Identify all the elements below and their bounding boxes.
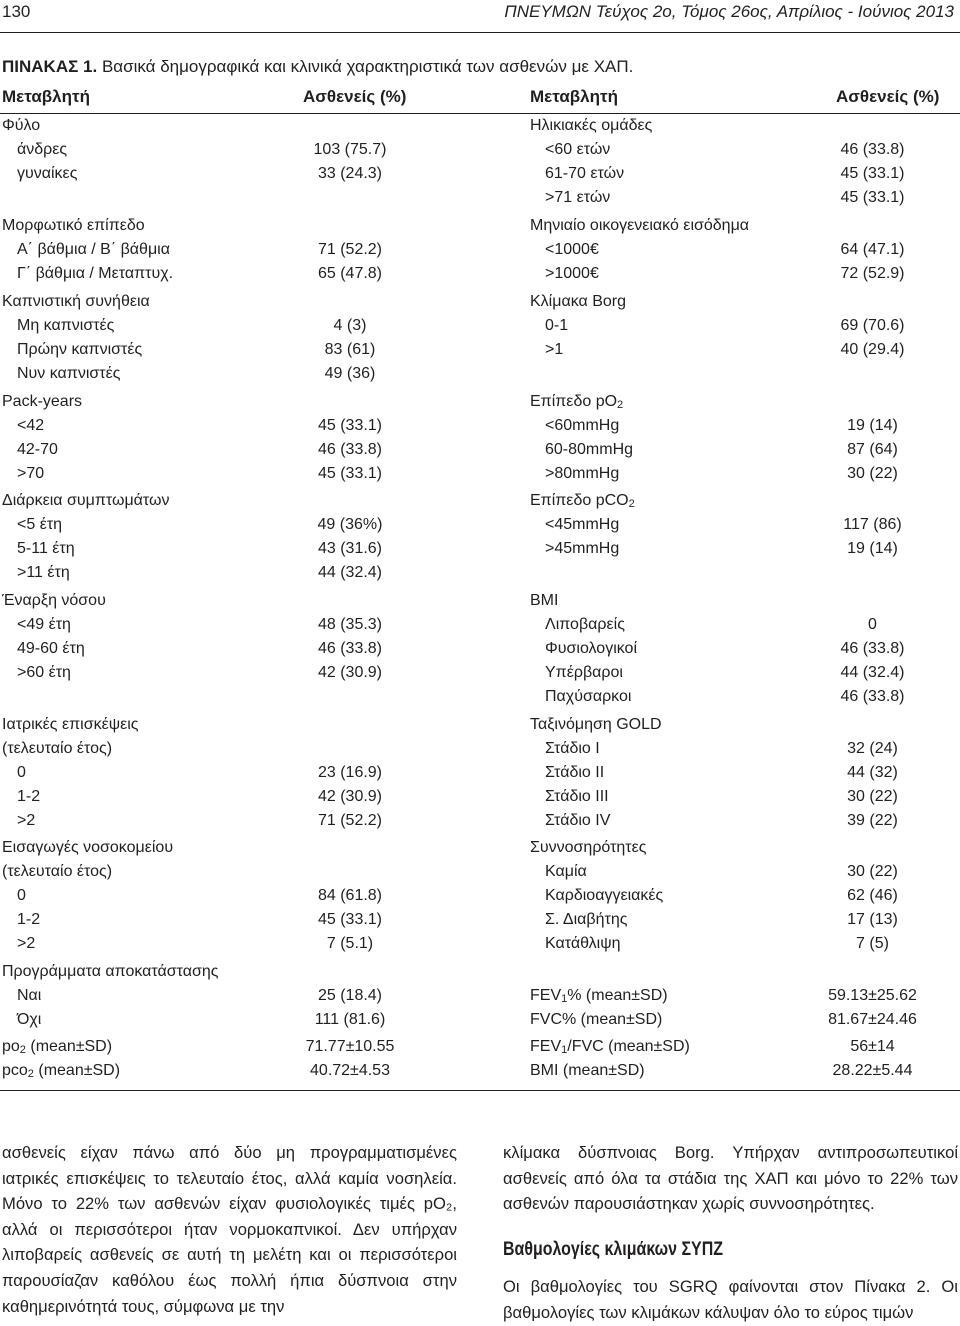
left-row-label xyxy=(17,1010,41,1030)
row-label-text: FEV xyxy=(530,1038,562,1055)
left-row-label xyxy=(17,140,67,160)
row-label-text: Κατάθλιψη xyxy=(545,935,621,952)
right-row-value: 45 (33.1) xyxy=(840,165,905,182)
row-label-text: γυναίκες xyxy=(17,165,78,182)
right-row-value: 59.13±25.62 xyxy=(828,987,917,1004)
row-label-text: 1-2 xyxy=(17,911,41,928)
row-label-text: Καμία xyxy=(545,863,587,880)
row-label-text: pco xyxy=(2,1062,28,1079)
page-number: 130 xyxy=(2,2,31,21)
left-row-label xyxy=(2,591,106,611)
right-row-label xyxy=(530,1061,645,1081)
right-row-value: 81.67±24.46 xyxy=(828,1011,917,1028)
right-row-value: 46 (33.8) xyxy=(840,688,905,705)
row-label-text: Παχύσαρκοι xyxy=(545,688,632,705)
left-row-value: 71.77±10.55 xyxy=(305,1038,395,1055)
row-label-text: Νυν καπνιστές xyxy=(17,365,121,382)
row-label-text: Στάδιο IV xyxy=(545,812,611,829)
left-row-label xyxy=(17,886,26,906)
left-row-label xyxy=(17,986,41,1006)
row-label-text: Μηνιαίο οικογενειακό εισόδημα xyxy=(530,217,750,234)
right-row-label xyxy=(545,739,600,759)
right-row-value: 87 (64) xyxy=(847,441,898,458)
table-caption xyxy=(2,57,633,77)
right-row-label xyxy=(545,787,609,807)
row-label-text: 0 xyxy=(17,764,26,781)
right-row-label xyxy=(545,440,633,460)
table-header-rule xyxy=(0,113,960,114)
left-row-value: 4 (3) xyxy=(333,317,367,334)
right-row-label xyxy=(545,687,631,707)
row-label-text: 49-60 έτη xyxy=(17,640,85,657)
left-row-label xyxy=(17,364,120,384)
right-row-value: 0 xyxy=(868,616,877,633)
row-label-text: >60 έτη xyxy=(17,664,71,681)
right-row-value: 40 (29.4) xyxy=(840,341,905,358)
left-row-label xyxy=(17,910,40,930)
row-label-text: <42 xyxy=(17,417,45,434)
row-label-text: Μη καπνιστές xyxy=(17,317,115,334)
left-row-label xyxy=(17,934,35,954)
right-row-label xyxy=(545,416,619,436)
left-row-label xyxy=(2,491,170,511)
right-row-value: 44 (32.4) xyxy=(840,664,905,681)
left-row-label xyxy=(17,440,58,460)
right-row-value: 17 (13) xyxy=(847,911,898,928)
left-row-label xyxy=(17,515,62,535)
right-row-value: 46 (33.8) xyxy=(840,141,905,158)
right-row-value: 30 (22) xyxy=(847,465,898,482)
left-row-value: 45 (33.1) xyxy=(317,465,383,482)
row-label-text: >45mmHg xyxy=(545,540,620,557)
row-label-text: po xyxy=(2,1038,20,1055)
left-row-label xyxy=(17,763,26,783)
row-label-text: (τελευταίο έτος) xyxy=(2,740,113,757)
left-row-value: 65 (47.8) xyxy=(317,265,383,282)
left-row-value: 46 (33.8) xyxy=(317,441,383,458)
left-row-label xyxy=(17,787,40,807)
right-row-value: 62 (46) xyxy=(847,887,898,904)
row-label-text: Λιποβαρείς xyxy=(545,616,625,633)
right-row-label xyxy=(545,316,568,336)
row-label-text: >80mmHg xyxy=(545,465,620,482)
left-row-label xyxy=(2,1037,112,1057)
row-label-text: Κλίμακα Borg xyxy=(530,293,626,310)
row-label-text: 0 xyxy=(17,887,26,904)
right-row-label xyxy=(545,934,621,954)
header-rule xyxy=(0,32,960,33)
right-row-label xyxy=(530,591,558,611)
row-label-text: Συννοσηρότητες xyxy=(530,839,647,856)
left-row-value: 40.72±4.53 xyxy=(310,1062,390,1079)
row-label-text: Στάδιο I xyxy=(545,740,600,757)
left-row-label xyxy=(17,639,85,659)
right-row-label xyxy=(530,116,652,136)
row-label-text: Ταξινόμηση GOLD xyxy=(530,716,662,733)
left-row-value: 23 (16.9) xyxy=(317,764,383,781)
left-row-value: 46 (33.8) xyxy=(317,640,383,657)
right-row-label xyxy=(545,140,610,160)
right-row-label xyxy=(545,240,599,260)
left-row-label xyxy=(2,739,112,759)
left-row-label xyxy=(17,464,44,484)
right-row-label xyxy=(545,340,563,360)
row-label-text: Pack-years xyxy=(2,393,83,410)
body-paragraph-left: ασθενείς είχαν πάνω από δύο μη προγραμματισμένες ιατρικές επισκέψεις το τελευταίο έτος, αλλά καμία νοσηλεία. Μόνο το 22% των ασθενών είχαν φυσιολογικές τιμές pO₂, αλλά οι περισσότεροι ήταν νορμοκαπνικοί. Δεν υπήρχαν λιποβαρείς ασθενείς σε αυτή τη μελέτη και οι περισσότεροι παρουσίαζαν καθόλου έως πολλή ήπια δύσπνοια στην καθημερινότητά τους, σύμφωνα με την xyxy=(2,1143,457,1316)
row-label-text: Ιατρικές επισκέψεις xyxy=(2,716,139,733)
right-row-label xyxy=(530,392,623,412)
right-row-label xyxy=(530,216,749,236)
body-paragraph-right: κλίμακα δύσπνοιας Borg. Υπήρχαν αντιπροσωπευτικοί ασθενείς από όλα τα στάδια της ΧΑΠ και μόνο το 22% των ασθενών παρουσιάστηκαν χωρίς συννοσηρότητες. xyxy=(503,1143,958,1214)
right-row-label xyxy=(545,910,627,930)
right-row-value: 117 (86) xyxy=(843,516,902,533)
section-body xyxy=(503,1274,958,1325)
body-column-left xyxy=(2,1140,457,1319)
row-label-text: Εισαγωγές νοσοκομείου xyxy=(2,839,174,856)
row-label-text: >2 xyxy=(17,812,36,829)
row-label-text: Ναι xyxy=(17,987,42,1004)
table-column-headers xyxy=(0,87,960,112)
right-row-label xyxy=(530,838,646,858)
row-label-suffix: (mean±SD) xyxy=(25,1038,113,1055)
right-row-label xyxy=(545,811,610,831)
left-row-value: 71 (52.2) xyxy=(317,241,383,258)
row-label-text: 1-2 xyxy=(17,788,41,805)
right-row-label xyxy=(530,715,662,735)
row-label-text: >71 ετών xyxy=(545,189,611,206)
row-label-text: 60-80mmHg xyxy=(545,441,634,458)
right-row-label xyxy=(545,264,599,284)
left-row-label xyxy=(2,862,112,882)
row-label-text: >1000€ xyxy=(545,265,599,282)
row-label-text: άνδρες xyxy=(17,141,68,158)
row-label-text: FVC% (mean±SD) xyxy=(530,1011,663,1028)
left-row-label xyxy=(17,563,70,583)
left-row-label xyxy=(2,116,40,136)
row-label-text: BMI (mean±SD) xyxy=(530,1062,645,1079)
right-row-value: 39 (22) xyxy=(847,812,898,829)
left-row-value: 42 (30.9) xyxy=(317,788,383,805)
row-label-text: Στάδιο III xyxy=(545,788,609,805)
row-label-subscript: 2 xyxy=(19,1044,26,1056)
right-row-value: 19 (14) xyxy=(847,417,898,434)
right-row-label xyxy=(545,615,625,635)
left-row-value: 103 (75.7) xyxy=(313,141,387,158)
row-label-text: Έναρξη νόσου xyxy=(2,592,106,609)
row-label-text: 5-11 έτη xyxy=(17,540,75,557)
row-label-text: Επίπεδο pCO xyxy=(530,492,629,509)
row-label-text: Καρδιοαγγειακές xyxy=(545,887,664,904)
row-label-text: >1 xyxy=(545,341,564,358)
left-row-value: 83 (61) xyxy=(324,341,376,358)
row-label-text: >70 xyxy=(17,465,45,482)
right-row-label xyxy=(545,663,623,683)
right-row-label xyxy=(545,164,624,184)
row-label-text: Προγράμματα αποκατάστασης xyxy=(2,963,219,980)
right-row-label xyxy=(530,1037,690,1057)
table-bottom-rule xyxy=(0,1090,960,1091)
right-row-value: 32 (24) xyxy=(847,740,898,757)
row-label-text: Επίπεδο pO xyxy=(530,393,618,410)
row-label-text: 0-1 xyxy=(545,317,569,334)
left-row-label xyxy=(17,539,75,559)
right-row-label xyxy=(530,1010,662,1030)
row-label-text: >2 xyxy=(17,935,36,952)
right-row-label xyxy=(545,515,619,535)
row-label-text: BMI xyxy=(530,592,559,609)
row-label-text: Ηλικιακές ομάδες xyxy=(530,117,653,134)
col-header-variable-right: Μεταβλητή xyxy=(530,87,618,106)
right-row-value: 56±14 xyxy=(850,1038,895,1055)
left-row-value: 7 (5.1) xyxy=(326,935,374,952)
left-row-label xyxy=(17,416,44,436)
left-row-label xyxy=(2,392,82,412)
right-row-label xyxy=(530,986,668,1006)
right-row-value: 7 (5) xyxy=(856,935,889,952)
row-label-text: >11 έτη xyxy=(17,564,70,581)
right-row-label xyxy=(530,292,626,312)
left-row-label xyxy=(2,962,218,982)
col-header-patients-right: Ασθενείς (%) xyxy=(836,87,940,106)
right-row-value: 45 (33.1) xyxy=(840,189,905,206)
row-label-subscript: 2 xyxy=(27,1068,34,1080)
left-row-value: 43 (31.6) xyxy=(317,540,383,557)
row-label-text: FEV xyxy=(530,987,562,1004)
right-row-label xyxy=(545,539,619,559)
row-label-text: Διάρκεια συμπτωμάτων xyxy=(2,492,170,509)
row-label-text: <5 έτη xyxy=(17,516,63,533)
section-paragraph: Οι βαθμολογίες του SGRQ φαίνονται στον Πίνακα 2. Οι βαθμολογίες των κλιμάκων κάλυψαν όλο το εύρος τιμών xyxy=(503,1277,958,1322)
row-label-text: <45mmHg xyxy=(545,516,620,533)
right-row-value: 69 (70.6) xyxy=(840,317,905,334)
right-row-value: 44 (32) xyxy=(847,764,898,781)
right-row-value: 28.22±5.44 xyxy=(832,1062,913,1079)
left-row-label xyxy=(17,663,71,683)
left-row-value: 45 (33.1) xyxy=(317,417,383,434)
right-row-value: 46 (33.8) xyxy=(840,640,905,657)
left-row-label xyxy=(17,811,35,831)
row-label-text: (τελευταίο έτος) xyxy=(2,863,113,880)
right-row-label xyxy=(530,491,635,511)
right-row-value: 30 (22) xyxy=(847,863,898,880)
col-header-variable-left: Μεταβλητή xyxy=(2,87,90,106)
right-row-label xyxy=(545,763,604,783)
left-row-label xyxy=(17,316,114,336)
row-label-text: Υπέρβαροι xyxy=(545,664,623,681)
body-column-right xyxy=(503,1140,958,1217)
col-header-patients-left: Ασθενείς (%) xyxy=(303,87,407,106)
left-row-label xyxy=(2,1061,120,1081)
journal-running-head: ΠΝΕΥΜΩΝ Τεύχος 2ο, Τόμος 26ος, Απρίλιος - Ιούνιος 2013 xyxy=(504,2,954,21)
left-row-value: 48 (35.3) xyxy=(317,616,383,633)
row-label-text: <1000€ xyxy=(545,241,599,258)
left-row-label xyxy=(2,216,145,236)
row-label-text: <60 ετών xyxy=(545,141,611,158)
right-row-label xyxy=(545,862,587,882)
left-row-label xyxy=(17,164,77,184)
left-row-value: 33 (24.3) xyxy=(317,165,383,182)
right-row-value: 64 (47.1) xyxy=(840,241,905,258)
left-row-label xyxy=(17,615,71,635)
right-row-value: 19 (14) xyxy=(847,540,898,557)
left-row-value: 49 (36) xyxy=(324,365,376,382)
row-label-text: <49 έτη xyxy=(17,616,71,633)
left-row-label xyxy=(17,240,170,260)
row-label-suffix: % (mean±SD) xyxy=(567,987,668,1004)
left-row-value: 84 (61.8) xyxy=(317,887,383,904)
row-label-text: Φύλο xyxy=(2,117,41,134)
row-label-text: Γ΄ βάθμια / Μεταπτυχ. xyxy=(17,265,174,282)
table-caption-text: Βασικά δημογραφικά και κλινικά χαρακτηριστικά των ασθενών με ΧΑΠ. xyxy=(97,57,634,76)
row-label-subscript: 2 xyxy=(628,498,635,510)
row-label-text: Στάδιο II xyxy=(545,764,605,781)
left-row-label xyxy=(17,264,173,284)
left-row-value: 45 (33.1) xyxy=(317,911,383,928)
left-row-value: 25 (18.4) xyxy=(317,987,383,1004)
row-label-text: Α΄ βάθμια / Β΄ βάθμια xyxy=(17,241,170,258)
left-row-value: 71 (52.2) xyxy=(317,812,383,829)
table-caption-label: ΠΙΝΑΚΑΣ 1. xyxy=(2,57,98,76)
row-label-text: Όχι xyxy=(17,1011,42,1028)
left-row-value: 49 (36%) xyxy=(317,516,383,533)
row-label-subscript: 1 xyxy=(561,1044,568,1056)
right-row-label xyxy=(545,886,663,906)
left-row-label xyxy=(2,715,139,735)
row-label-text: Πρώην καπνιστές xyxy=(17,341,143,358)
row-label-text: 61-70 ετών xyxy=(545,165,625,182)
right-row-label xyxy=(545,464,619,484)
row-label-text: Φυσιολογικοί xyxy=(545,640,638,657)
right-row-label xyxy=(545,639,637,659)
row-label-text: Σ. Διαβήτης xyxy=(545,911,628,928)
left-row-value: 111 (81.6) xyxy=(314,1011,386,1028)
left-row-label xyxy=(2,292,150,312)
row-label-text: 42-70 xyxy=(17,441,58,458)
left-row-value: 42 (30.9) xyxy=(317,664,383,681)
row-label-subscript: 1 xyxy=(561,993,568,1005)
right-row-value: 72 (52.9) xyxy=(840,265,905,282)
right-row-label xyxy=(545,188,610,208)
row-label-text: Καπνιστική συνήθεια xyxy=(2,293,150,310)
left-row-label xyxy=(17,340,142,360)
row-label-text: <60mmHg xyxy=(545,417,620,434)
row-label-subscript: 2 xyxy=(617,399,624,411)
right-row-value: 30 (22) xyxy=(847,788,898,805)
left-row-label xyxy=(2,838,173,858)
left-row-value: 44 (32.4) xyxy=(317,564,383,581)
row-label-text: Μορφωτικό επίπεδο xyxy=(2,217,145,234)
section-heading: Βαθμολογίες κλιμάκων ΣΥΠΖ xyxy=(503,1239,723,1260)
row-label-suffix: /FVC (mean±SD) xyxy=(567,1038,690,1055)
row-label-suffix: (mean±SD) xyxy=(33,1062,121,1079)
